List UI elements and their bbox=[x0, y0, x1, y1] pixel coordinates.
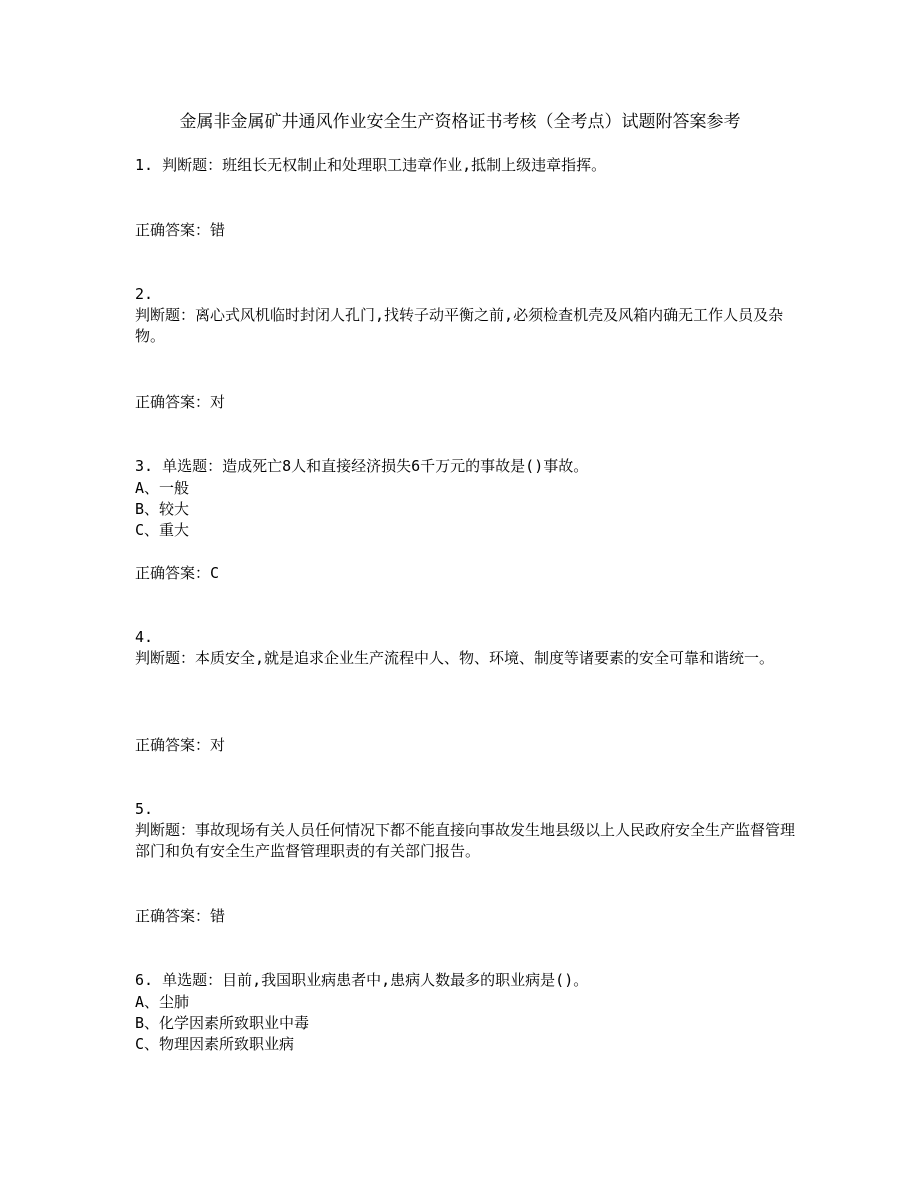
answer-1: 正确答案：错 bbox=[135, 221, 226, 239]
option-c: C、重大 bbox=[135, 521, 190, 539]
option-list-6 bbox=[135, 992, 795, 1055]
document-title: 金属非金属矿井通风作业安全生产资格证书考核（全考点）试题附答案参考 bbox=[179, 112, 741, 132]
question-number: 2. bbox=[135, 285, 154, 303]
option-c: C、物理因素所致职业病 bbox=[135, 1035, 295, 1053]
question-2 bbox=[135, 284, 795, 347]
answer-2: 正确答案：对 bbox=[135, 393, 226, 411]
question-text: 判断题：班组长无权制止和处理职工违章作业,抵制上级违章指挥。 bbox=[162, 156, 607, 174]
question-number: 3. bbox=[135, 457, 154, 475]
question-6 bbox=[135, 970, 795, 991]
answer-4: 正确答案：对 bbox=[135, 736, 226, 754]
question-number: 5. bbox=[135, 800, 154, 818]
question-3 bbox=[135, 456, 795, 477]
answer-5: 正确答案：错 bbox=[135, 907, 226, 925]
option-a: A、一般 bbox=[135, 479, 190, 497]
question-5 bbox=[135, 799, 795, 862]
option-list-3 bbox=[135, 478, 795, 541]
question-text: 单选题：目前,我国职业病患者中,患病人数最多的职业病是()。 bbox=[162, 971, 589, 989]
question-4 bbox=[135, 627, 795, 669]
option-a: A、尘肺 bbox=[135, 993, 190, 1011]
option-b: B、较大 bbox=[135, 500, 190, 518]
question-number: 1. bbox=[135, 156, 154, 174]
question-1 bbox=[135, 155, 795, 176]
answer-3: 正确答案：C bbox=[135, 564, 220, 582]
question-number: 4. bbox=[135, 628, 154, 646]
question-number: 6. bbox=[135, 971, 154, 989]
question-text: 单选题：造成死亡8人和直接经济损失6千万元的事故是()事故。 bbox=[162, 457, 589, 475]
question-text: 判断题：离心式风机临时封闭人孔门,找转子动平衡之前,必须检查机壳及风箱内确无工作人员及杂物。 bbox=[135, 306, 784, 345]
question-text: 判断题：本质安全,就是追求企业生产流程中人、物、环境、制度等诸要素的安全可靠和谐统一。 bbox=[135, 649, 775, 667]
question-text: 判断题：事故现场有关人员任何情况下都不能直接向事故发生地县级以上人民政府安全生产监督管理部门和负有安全生产监督管理职责的有关部门报告。 bbox=[135, 821, 796, 860]
option-b: B、化学因素所致职业中毒 bbox=[135, 1014, 310, 1032]
